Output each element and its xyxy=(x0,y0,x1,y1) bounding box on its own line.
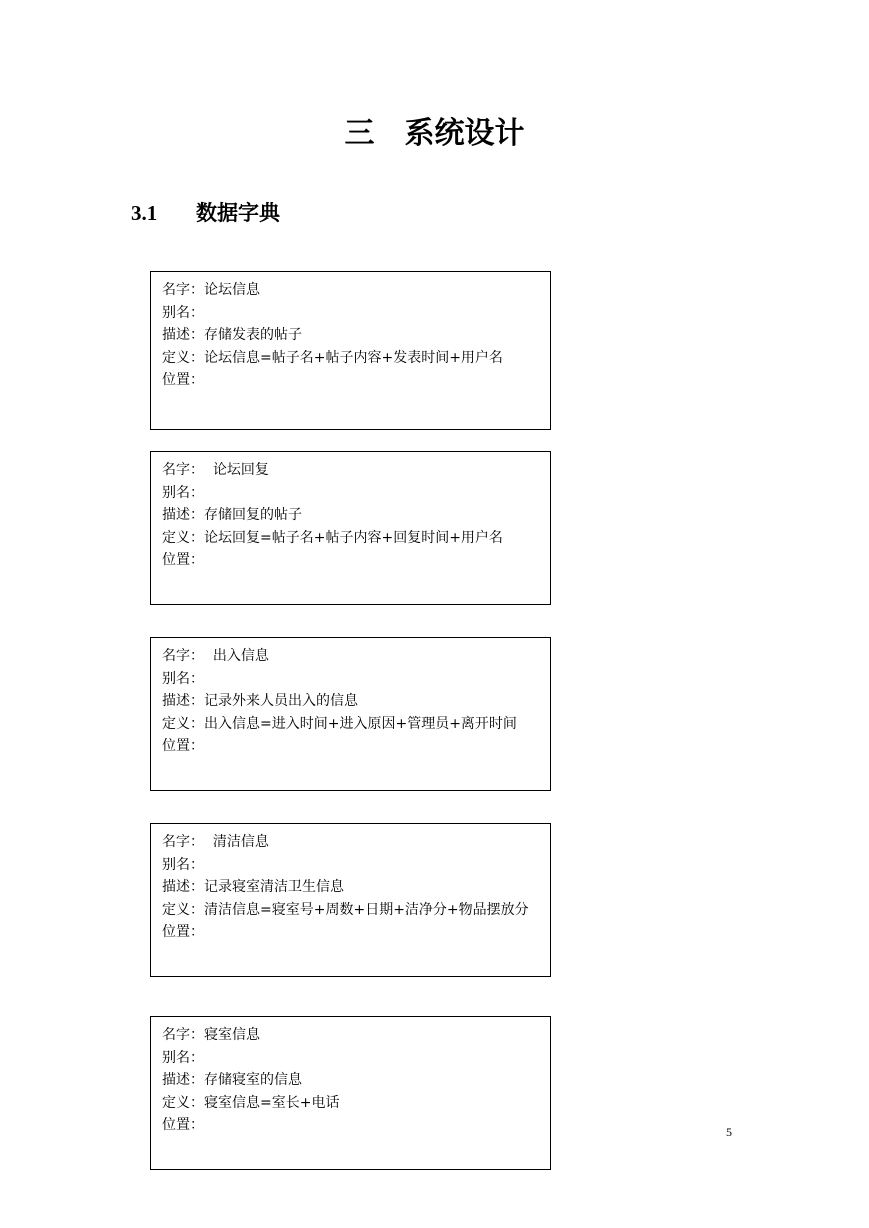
entry-location: 位置： xyxy=(162,1117,204,1133)
entry-location: 位置： xyxy=(162,738,204,754)
data-dictionary-entry-cleaning-info xyxy=(150,823,551,977)
entry-description: 描述：存储寝室的信息 xyxy=(162,1072,302,1088)
entry-name: 名字： 论坛回复 xyxy=(162,462,269,478)
section-title: 数据字典 xyxy=(196,201,280,225)
entry-name: 名字： 出入信息 xyxy=(162,648,269,664)
entry-alias: 别名： xyxy=(162,1049,204,1066)
data-dictionary-entry-access-info xyxy=(150,637,551,791)
entry-definition: 定义：论坛信息=帖子名+帖子内容+发表时间+用户名 xyxy=(162,349,503,366)
entry-alias: 别名： xyxy=(162,484,204,501)
entry-alias: 别名： xyxy=(162,856,204,873)
section-number: 3.1 xyxy=(131,201,158,225)
section-heading xyxy=(131,198,280,228)
page-number: 5 xyxy=(726,1125,732,1139)
entry-location: 位置： xyxy=(162,924,204,940)
entry-description: 描述：存储发表的帖子 xyxy=(162,327,302,343)
entry-name: 名字：论坛信息 xyxy=(162,282,260,298)
entry-location: 位置： xyxy=(162,372,204,388)
entry-location: 位置： xyxy=(162,552,204,568)
data-dictionary-entry-forum-info xyxy=(150,271,551,430)
entry-description: 描述：存储回复的帖子 xyxy=(162,507,302,523)
entry-alias: 别名： xyxy=(162,670,204,687)
entry-description: 描述：记录寝室清洁卫生信息 xyxy=(162,879,344,895)
data-dictionary-entry-forum-reply xyxy=(150,451,551,605)
chapter-title: 三 系统设计 xyxy=(344,116,525,151)
entry-description: 描述：记录外来人员出入的信息 xyxy=(162,693,358,709)
entry-name: 名字： 清洁信息 xyxy=(162,834,269,850)
entry-definition: 定义：寝室信息=室长+电话 xyxy=(162,1094,340,1111)
entry-definition: 定义：清洁信息=寝室号+周数+日期+洁净分+物品摆放分 xyxy=(162,901,529,918)
entry-definition: 定义：论坛回复=帖子名+帖子内容+回复时间+用户名 xyxy=(162,529,503,546)
entry-name: 名字：寝室信息 xyxy=(162,1027,260,1043)
entry-definition: 定义：出入信息=进入时间+进入原因+管理员+离开时间 xyxy=(162,715,517,732)
data-dictionary-entry-dorm-info xyxy=(150,1016,551,1170)
entry-alias: 别名： xyxy=(162,304,204,321)
